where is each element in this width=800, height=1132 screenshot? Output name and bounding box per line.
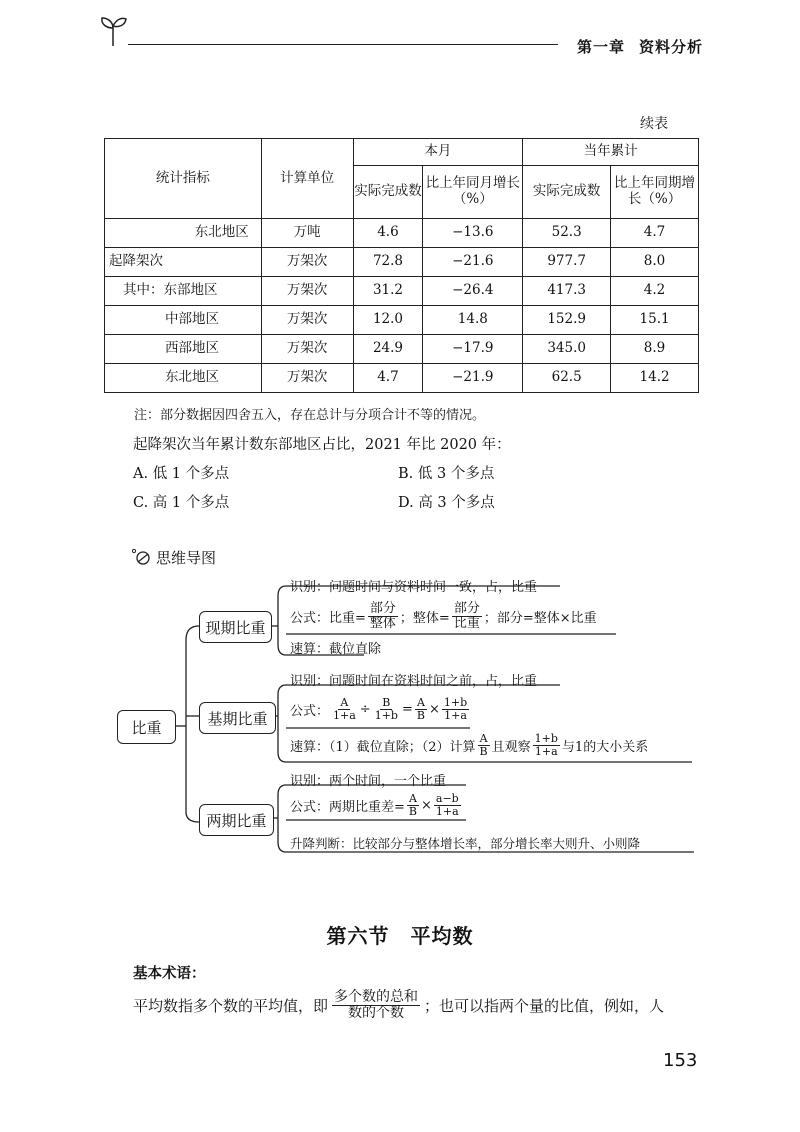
table-note: 注：部分数据因四舍五入，存在总计与分项合计不等的情况。 xyxy=(134,408,486,423)
fraction: $\frac{\text{部分}}{\text{整体}}$ xyxy=(369,600,396,631)
option-d: D. 高 3 个多点 xyxy=(398,495,495,511)
current-formula: 公式：比重= $\frac{\text{部分}}{\text{整体}}$ ；整体= $\frac{\text{部分}}{\text{比重}}$ ；部分=整体×比重 xyxy=(290,600,597,631)
option-a: A. 低 1 个多点 xyxy=(133,466,230,482)
fraction: $\frac{\text{部分}}{\text{比重}}$ xyxy=(453,600,480,631)
mindmap-title: 思维导图 xyxy=(156,549,217,567)
table-row: 西部地区 万架次 24.9 −17.9 345.0 8.9 xyxy=(105,335,699,364)
chapter-title: 资料分析 xyxy=(639,38,704,56)
node-base-proportion: 基期比重 xyxy=(199,702,276,734)
fraction: $\frac{A}{B}$ xyxy=(479,731,488,758)
basic-terms-heading: 基本术语： xyxy=(133,966,206,982)
fraction: $\frac{A}{B}$ xyxy=(416,695,425,722)
chapter-number: 第一章 xyxy=(577,38,626,56)
table-row: 中部地区 万架次 12.0 14.8 152.9 15.1 xyxy=(105,306,699,335)
fraction: $\frac{a-b}{1+a}$ xyxy=(435,791,459,818)
base-speed: 速算：（1）截位直除；（2）计算 $\frac{A}{B}$ 且观察 $\frac{1+b}{1+a}$ 与1的大小关系 xyxy=(290,731,649,758)
table-row: 东北地区 万吨 4.6 −13.6 52.3 4.7 xyxy=(105,219,699,248)
fraction: $\frac{\text{多个数的总和}}{\text{数的个数}}$ xyxy=(334,989,419,1021)
option-c: C. 高 1 个多点 xyxy=(133,495,230,511)
fraction: $\frac{A}{B}$ xyxy=(408,791,417,818)
node-current-proportion: 现期比重 xyxy=(199,611,272,643)
header-actual: 实际完成数 xyxy=(353,166,423,219)
fraction: $\frac{1+b}{1+a}$ xyxy=(443,695,468,722)
base-identify: 识别：问题时间在资料时间之前，占，比重 xyxy=(290,674,538,689)
current-speed: 速算：截位直除 xyxy=(290,642,382,657)
page-number: 153 xyxy=(663,1050,698,1071)
table-row: 起降架次 万架次 72.8 −21.6 977.7 8.0 xyxy=(105,248,699,277)
header-unit: 计算单位 xyxy=(261,139,353,219)
section-title: 第六节 平均数 xyxy=(326,924,474,948)
continuation-label: 续表 xyxy=(640,116,668,132)
header-growth: 比上年同月增长（%） xyxy=(423,166,523,219)
header-growth-ytd: 比上年同期增长（%） xyxy=(611,166,699,219)
question-stem: 起降架次当年累计数东部地区占比，2021 年比 2020 年： xyxy=(133,437,511,453)
node-two-period-proportion: 两期比重 xyxy=(199,804,274,836)
header-indicator: 统计指标 xyxy=(105,139,262,219)
fraction: $\frac{B}{1+b}$ xyxy=(374,695,398,722)
fraction: $\frac{1+b}{1+a}$ xyxy=(534,731,558,758)
table-row: 东北地区 万架次 4.7 −21.9 62.5 14.2 xyxy=(105,364,699,393)
header-ytd: 当年累计 xyxy=(523,139,699,166)
header-actual-ytd: 实际完成数 xyxy=(523,166,611,219)
two-formula: 公式：两期比重差= $\frac{A}{B}$ × $\frac{a-b}{1+a}$ xyxy=(290,791,459,818)
header-this-month: 本月 xyxy=(353,139,523,166)
mindmap-root: 比重 xyxy=(117,710,176,744)
base-formula: 公式： $\frac{A}{1+a}$ ÷ $\frac{B}{1+b}$ = $\frac{A}{B}$ × $\frac{1+b}{1+a}$ xyxy=(290,695,468,722)
current-identify: 识别：问题时间与资料时间一致，占，比重 xyxy=(290,580,538,595)
table-row: 其中：东部地区 万架次 31.2 −26.4 417.3 4.2 xyxy=(105,277,699,306)
two-judge: 升降判断：比较部分与整体增长率，部分增长率大则升、小则降 xyxy=(290,836,641,851)
definition-paragraph: 平均数指多个数的平均值，即 $\frac{\text{多个数的总和}}{\text{数的个数}}$ ；也可以指两个量的比值，例如，人 xyxy=(133,989,665,1021)
fraction: $\frac{A}{1+a}$ xyxy=(333,695,356,722)
two-identify: 识别：两个时间，一个比重 xyxy=(290,774,447,789)
option-b: B. 低 3 个多点 xyxy=(398,466,495,482)
